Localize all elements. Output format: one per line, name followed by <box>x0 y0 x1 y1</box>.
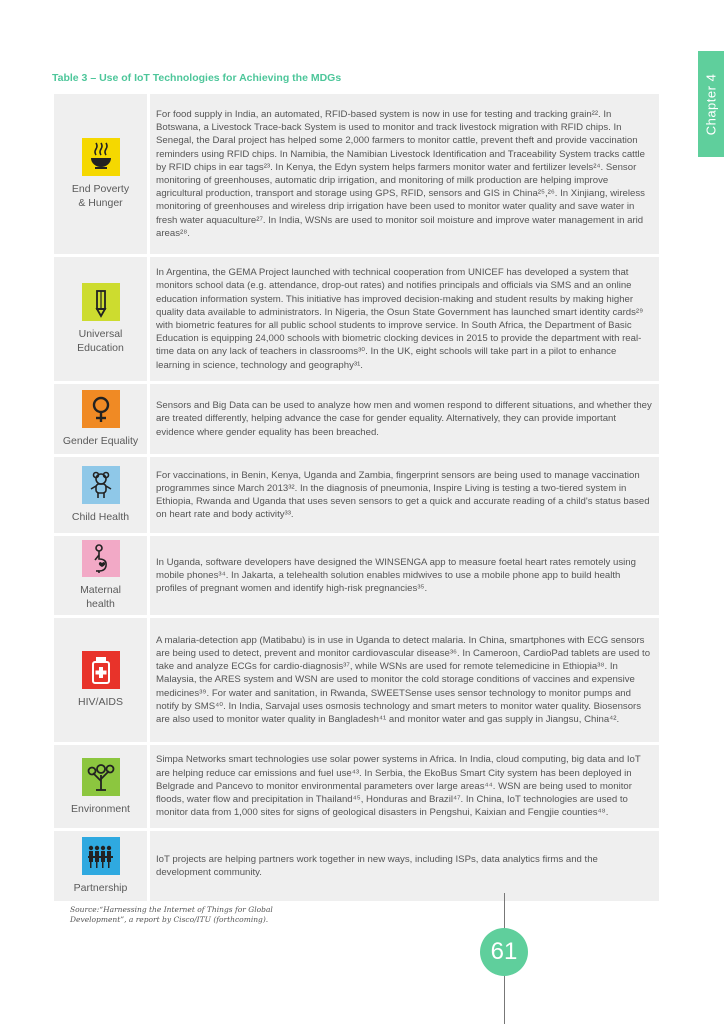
chapter-tab <box>698 51 724 157</box>
source-note: Source:“Harnessing the Internet of Things for Global Development”, a report by Cisco/ITU (forthcoming). <box>70 905 273 924</box>
table-row <box>54 618 659 742</box>
bowl-icon <box>82 138 120 176</box>
goal-label: End Poverty & Hunger <box>71 183 130 209</box>
goal-label: Maternal health <box>80 584 121 610</box>
text-cell <box>150 257 659 381</box>
table-row <box>54 831 659 901</box>
goal-cell <box>54 745 147 828</box>
people-group-icon <box>82 837 120 875</box>
mdg-table <box>54 94 659 904</box>
table-title: Table 3 – Use of IoT Technologies for Achieving the MDGs <box>52 72 342 84</box>
table-row <box>54 384 659 454</box>
text-cell <box>150 618 659 742</box>
goal-label: Gender Equality <box>62 435 139 447</box>
table-row <box>54 257 659 381</box>
table-row <box>54 745 659 828</box>
medicine-bottle-icon <box>82 651 120 689</box>
text-cell <box>150 536 659 615</box>
goal-cell <box>54 536 147 615</box>
row-text: For food supply in India, an automated, RFID-based system is now in use for testing and tracking grain²². In Botswana, a Livestock Trace-back System is used to monitor and track livestock migration with RFID chips. In Senegal, the Daral project has helped some 2,000 farmers to monitor cattle, prevent theft and provide vaccination reminders using RFID chips. In Namibia, the Namibian Livestock Identification and Traceability System tracks cattle by RFID chips in ear tags²³. In Kenya, the Edyn system helps farmers monitor water and fertilizer levels²⁴. Sensor monitoring of greenhouses, automatic drip irrigation, and monitoring of milk production are helping improve agricultural production, transport and storage using GPS, RFID, sensors and GIS in China²⁵,²⁶. In Xinjiang, wireless monitoring of greenhouses and wireless drip irrigation have been used to monitor water quality and save water in fresh water aquaculture²⁷. In India, WSNs are used to monitor soil moisture and improve water management in arid areas²⁸. <box>156 108 645 239</box>
text-cell <box>150 457 659 533</box>
pencil-icon <box>82 283 120 321</box>
text-cell <box>150 831 659 901</box>
goal-cell <box>54 94 147 254</box>
table-row <box>54 94 659 254</box>
goal-cell <box>54 257 147 381</box>
goal-label: Universal Education <box>77 328 124 354</box>
table-row <box>54 457 659 533</box>
pregnant-woman-icon <box>82 540 120 577</box>
row-text: Simpa Networks smart technologies use solar power systems in Africa. In India, cloud computing, big data and IoT are helping reduce car emissions and fuel use⁴³. In Serbia, the EkoBus Smart City system has been deployed in Belgrade and Pancevo to monitor environmental parameters over large areas⁴⁴. WSN are being used to monitor floods, water flow and precipitation in Thailand⁴⁵, Honduras and Brazil⁴⁷. In China, IoT technologies are used to monitor data from 1,000 sites for signs of geological disasters in Pengshui, Kaixian and Fengjie counties⁴⁸. <box>156 754 641 819</box>
row-text: For vaccinations, in Benin, Kenya, Uganda and Zambia, fingerprint sensors are being used to manage vaccination programmes since March 2013³². In the diagnosis of pneumonia, Inspire Living is testing a two-tiered system in Ethiopia, Rwanda and Uganda that uses seven sensors to get a quick and accurate reading of a child's status based on heart rate and body activity³³. <box>156 469 650 521</box>
page-number: 61 <box>480 928 528 976</box>
goal-cell <box>54 384 147 454</box>
goal-cell <box>54 618 147 742</box>
goal-label: Environment <box>71 802 130 815</box>
goal-label: Child Health <box>71 511 130 523</box>
female-symbol-icon <box>82 390 120 428</box>
table-row <box>54 536 659 615</box>
goal-label: HIV/AIDS <box>78 696 123 708</box>
text-cell <box>150 384 659 454</box>
tree-icon <box>82 758 120 796</box>
row-text: In Argentina, the GEMA Project launched with technical cooperation from UNICEF has developed a system that monitors school data (e.g. attendance, drop-out rates) and notifies principals and officials via SMS and an online education information system. This initiative has improved decision-making and student results by making higher quality data available to administrators. In Nigeria, the Osun State Government has launched smart identity cards²⁹ with biometric features for all public school students to improve service. In South Africa, the Department of Basic Education is equipping 24,000 schools with biometric clocking devices in 2015 to provide the department with real-time data on any lack of teachers in classrooms³⁰. In the UK, eight schools will take part in a pilot to enhance learning in science, technology and geography³¹. <box>156 267 644 371</box>
row-text: A malaria-detection app (Matibabu) is in use in Uganda to detect malaria. In China, smartphones with ECG sensors are being used to detect, prevent and monitor cardiovascular disease³⁶. In Cameroon, CardioPad tablets are used to take and analyze ECGs for cardio-diagnosis³⁷, while WSNs are used for remote telemedicine in Ethiopia³⁸. In Malaysia, the ARES system and WSN are used to monitor the cold storage conditions of vaccines and expensive medicines³⁹. For water and sanitation, in Rwanda, SWEETSense uses sensor technology to monitor pumps and notify by SMS⁴⁰. In India, Sarvajal uses osmosis technology and smart meters to monitor water quality. Biosensors are also used to monitor water quality in Bangladesh⁴¹ and monitor water and gas supply in Jiangsu, China⁴². <box>156 634 651 725</box>
teddy-bear-icon <box>82 466 120 504</box>
goal-cell <box>54 457 147 533</box>
row-text: Sensors and Big Data can be used to analyze how men and women respond to different situations, and whether they are treated differently, helping advance the case for gender equality. Alternatively, they can provide important evidence where gender equality has been breached. <box>156 400 652 438</box>
text-cell <box>150 94 659 254</box>
row-text: IoT projects are helping partners work together in new ways, including ISPs, data analytics firms and the development community. <box>156 853 598 878</box>
chapter-tab-label: Chapter 4 <box>703 73 719 135</box>
text-cell <box>150 745 659 828</box>
goal-cell <box>54 831 147 901</box>
goal-label: Partnership <box>73 882 128 894</box>
row-text: In Uganda, software developers have designed the WINSENGA app to measure foetal heart rates remotely using mobile phones³⁴. In Jakarta, a telehealth solution enables midwives to use a mobile phone app to build health profiles of pregnant women and identify high-risk pregnancies³⁵. <box>156 556 636 595</box>
